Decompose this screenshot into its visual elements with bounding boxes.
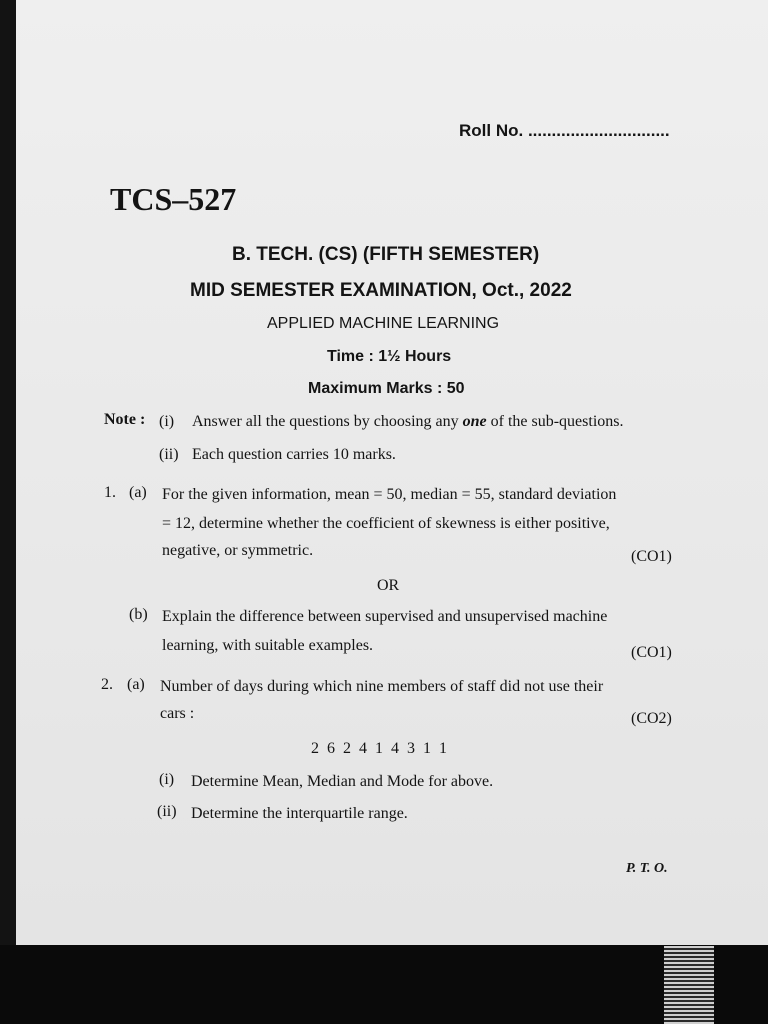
question-2a-line-2: cars : [160,705,195,722]
question-2a-course-outcome: (CO2) [631,710,672,727]
exam-paper-sheet [16,0,768,945]
scan-left-edge [0,0,16,945]
question-2-number: 2. [101,676,113,693]
question-1a-line-3: negative, or symmetric. [162,542,314,559]
question-2a-line-1: Number of days during which nine members of staff did not use their [160,678,604,695]
time-allowed: Time : 1½ Hours [327,348,452,365]
question-2a-i-text: Determine Mean, Median and Mode for above. [191,773,494,790]
question-1a-label: (a) [129,484,147,501]
note-ii-text: Each question carries 10 marks. [192,446,396,463]
question-2-data-values: 2 6 2 4 1 4 3 1 1 [311,740,449,757]
question-2a-ii-text: Determine the interquartile range. [191,805,408,822]
please-turn-over: P. T. O. [626,861,668,876]
note-i-pre: Answer all the questions by choosing any [192,413,459,430]
note-i-number: (i) [159,413,175,430]
course-title: B. TECH. (CS) (FIFTH SEMESTER) [232,244,540,265]
question-1b-line-1: Explain the difference between supervised and unsupervised machine [162,608,608,625]
note-i-text [192,413,624,431]
question-1-or-separator: OR [377,577,400,594]
question-1a-course-outcome: (CO1) [631,548,672,565]
question-1b-course-outcome: (CO1) [631,644,672,661]
question-1-number: 1. [104,484,116,501]
roll-number-field: Roll No. .............................. [459,121,670,140]
question-2a-label: (a) [127,676,145,693]
paper-code: TCS–527 [110,181,237,217]
subject-title: APPLIED MACHINE LEARNING [267,315,500,332]
question-2a-ii-number: (ii) [157,803,177,820]
note-label: Note : [104,411,146,428]
question-1a-line-1: For the given information, mean = 50, median = 55, standard deviation [162,486,617,503]
note-i-emphasis: one [462,413,487,430]
note-i-post: of the sub-questions. [490,413,624,430]
question-1a-line-2: = 12, determine whether the coefficient of skewness is either positive, [162,515,610,532]
question-2a-i-number: (i) [159,771,175,788]
scan-stripe-artifact [664,946,714,1024]
scan-bottom-edge [0,945,768,1024]
question-1b-line-2: learning, with suitable examples. [162,637,374,654]
note-ii-number: (ii) [159,446,179,463]
exam-title: MID SEMESTER EXAMINATION, Oct., 2022 [190,280,572,301]
question-1b-label: (b) [129,606,148,623]
maximum-marks: Maximum Marks : 50 [308,380,465,397]
